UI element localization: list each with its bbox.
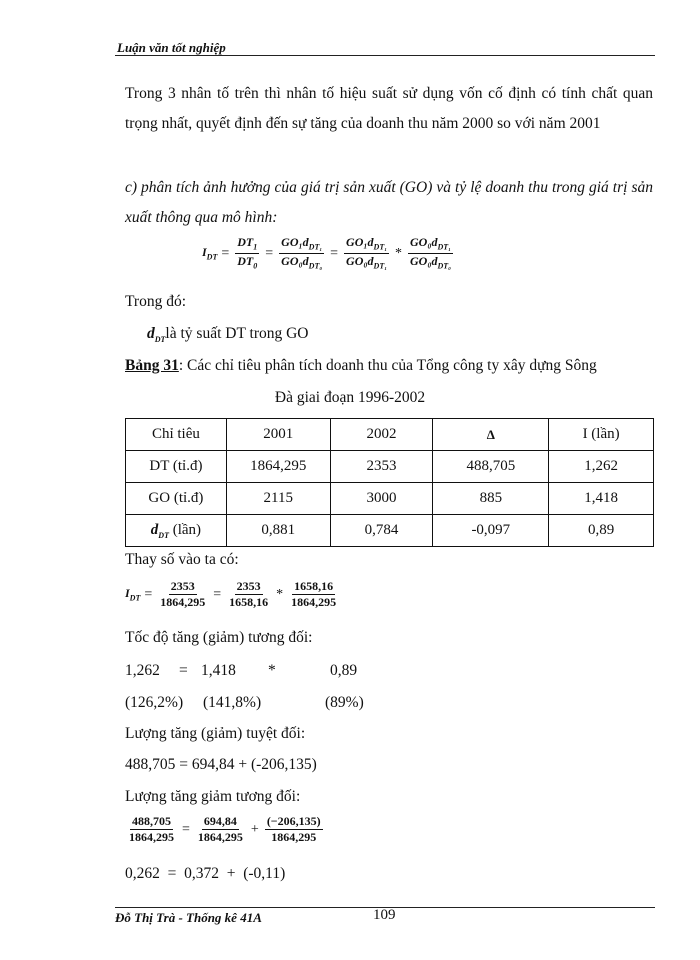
fraction: $\frac{694,84}{1864,295}$ [197,814,243,845]
page-number: 109 [373,907,396,923]
fraction: $\frac{(-206,135)}{1864,295}$ [266,814,321,845]
table-caption-line2: Đà giai đoạn 1996-2002 [274,389,426,406]
table-cell: 1864,295 [226,451,330,483]
definition-line: $d_{DT}là$ tỷ suất DT trong GO [147,325,309,345]
footer-author: Đỗ Thị Trà - Thống kê 41A [115,910,262,925]
table-cell: 0,784 [330,515,433,547]
absolute-change-title: Lượng tăng (giảm) tuyệt đối: [125,725,306,742]
equals-sign: = [221,245,230,261]
where-label: Trong đó: [125,293,187,310]
table-row [126,515,654,547]
fraction: $\frac{2353}{1864,295}$ [160,579,206,610]
revenue-table [125,418,654,547]
relative-rate-title: Tốc độ tăng (giảm) tương đối: [125,629,313,646]
table-cell: 2115 [226,483,330,515]
formula-lhs: $I_{DT}$ [202,245,218,262]
table-cell: 2353 [330,451,433,483]
equals-sign: = [144,586,153,602]
formula-substituted [125,580,340,609]
table-row-label: GO (tỉ.đ) [126,483,227,515]
multiply-sign: * [395,245,402,261]
fraction-dt: $\frac{DT_1}{DT_0}$ [237,235,258,271]
table-cell: -0,097 [433,515,549,547]
paragraph-conclusion: Trong 3 nhân tố trên thì nhân tố hiệu suất sử dụng vốn cố định có tính chất quan trọng nhất, quyết định đến sự tăng của doanh thu năm 2000 so với năm 2001 [125,85,653,132]
fraction-d-factor: $\frac{GO_0d_{DT_1}}{GO_0d_{DT_0}}$ [410,235,451,271]
table-cell: 488,705 [433,451,549,483]
table-caption: Bảng 31: Các chỉ tiêu phân tích doanh thu của Tổng công ty xây dựng Sông [125,357,597,374]
equals-sign: = [213,586,222,602]
table-header-cell: Chỉ tiêu [126,419,227,451]
table-label: Bảng 31 [125,357,179,374]
table-header-row [126,419,654,451]
absolute-change-line: 488,705 = 694,84 + (-206,135) [125,756,317,773]
table-cell: 0,881 [226,515,330,547]
equals-sign: = [265,245,274,261]
equals-sign: = [330,245,339,261]
table-row-label: $d_{DT}$ (lần) [126,515,227,547]
relative-rate-line: 1,262 = 1,418 * 0,89 [125,662,358,679]
substitution-label: Thay số vào ta có: [125,551,239,568]
formula-model [202,236,455,271]
table-header-cell: 2002 [330,419,433,451]
fraction: $\frac{1658,16}{1864,295}$ [291,579,337,610]
fraction: $\frac{488,705}{1864,295}$ [129,814,174,845]
fraction-go-total: $\frac{GO_1d_{DT_1}}{GO_0d_{DT_0}}$ [281,235,323,271]
relative-rate-percent-line: (126,2%) (141,8%) (89%) [125,694,364,711]
formula-relative-change [125,815,325,844]
header-title: Luận văn tốt nghiệp [117,40,226,55]
header-divider [115,55,655,56]
table-cell: 885 [433,483,549,515]
table-header-cell: Δ [433,419,549,451]
table-cell: 3000 [330,483,433,515]
table-cell: 1,418 [549,483,654,515]
formula-lhs: $I_{DT}$ [125,586,141,603]
table-row [126,451,654,483]
equals-sign: = [182,821,190,837]
fraction-go-factor: $\frac{GO_1d_{DT_1}}{GO_0d_{DT_1}}$ [346,235,387,271]
table-row-label: DT (tỉ.đ) [126,451,227,483]
multiply-sign: * [276,586,284,602]
relative-change-title: Lượng tăng giảm tương đối: [125,788,301,805]
plus-sign: + [250,821,259,837]
table-header-cell: I (lần) [549,419,654,451]
table-header-cell: 2001 [226,419,330,451]
table-cell: 0,89 [549,515,654,547]
fraction: $\frac{2353}{1658,16}$ [229,579,269,610]
table-cell: 1,262 [549,451,654,483]
table-row [126,483,654,515]
final-result-line: 0,262 = 0,372 + (-0,11) [125,865,286,882]
paragraph-analysis-intro: c) phân tích ảnh hưởng của giá trị sản xuất (GO) và tỷ lệ doanh thu trong giá trị sản xuất thông qua mô hình: [125,179,653,226]
